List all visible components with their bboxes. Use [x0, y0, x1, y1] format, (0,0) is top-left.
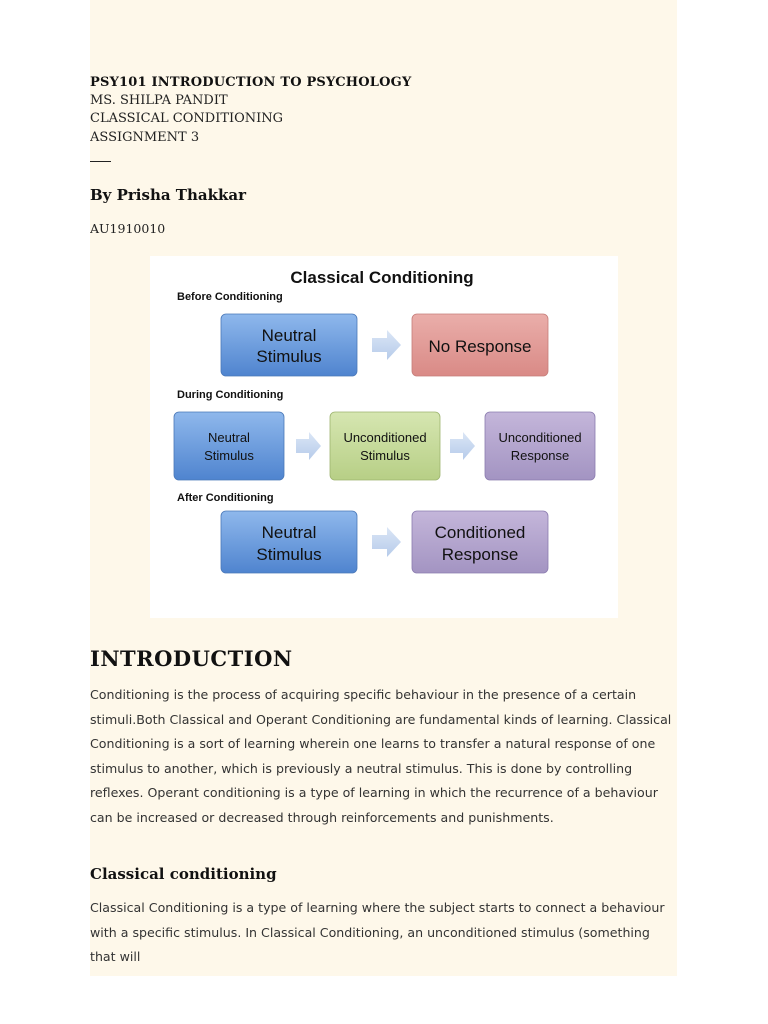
unconditioned-response-line2: Response: [510, 448, 570, 463]
author-byline: By Prisha Thakkar: [90, 186, 246, 204]
before-neutral-line2: Stimulus: [256, 347, 322, 366]
before-arrow-icon: [372, 330, 401, 360]
no-response-label: No Response: [428, 337, 532, 356]
before-neutral-stimulus-box: [221, 314, 357, 376]
during-conditioning-label: During Conditioning: [177, 389, 284, 401]
introduction-paragraph: Conditioning is the process of acquiring specific behaviour in the presence of a certain stimuli.Both Classical and Operant Conditioning are fundamental kinds of learning. Classical Conditioning is a sort of learning wherein one learns to transfer a natural response of one stimulus to another, which is previously a neutral stimulus. This is done by controlling reflexes. Operant conditioning is a type of learning in which the recurrence of a behaviour can be increased or decreased through reinforcements and punishments.: [90, 687, 672, 825]
document-page: [90, 0, 677, 976]
unconditioned-response-line1: Unconditioned: [498, 430, 582, 445]
instructor-name: MS. SHILPA PANDIT: [90, 93, 228, 108]
course-title: PSY101 INTRODUCTION TO PSYCHOLOGY: [90, 75, 412, 90]
during-arrow-2-icon: [450, 432, 475, 460]
classical-conditioning-heading: Classical conditioning: [90, 865, 277, 883]
during-arrow-1-icon: [296, 432, 321, 460]
during-neutral-line1: Neutral: [208, 430, 250, 445]
before-conditioning-label: Before Conditioning: [177, 291, 283, 303]
diagram-title: Classical Conditioning: [290, 268, 474, 287]
unconditioned-response-box: [485, 412, 595, 480]
classical-conditioning-paragraph: Classical Conditioning is a type of learning where the subject starts to connect a behaviour with a specific stimulus. In Classical Conditioning, an unconditioned stimulus (something that will: [90, 900, 665, 965]
student-id: AU1910010: [90, 221, 166, 236]
conditioned-response-line1: Conditioned: [434, 523, 526, 542]
before-neutral-line1: Neutral: [261, 326, 317, 345]
header-divider: [90, 161, 111, 162]
introduction-heading: INTRODUCTION: [90, 646, 293, 671]
topic-line: CLASSICAL CONDITIONING: [90, 111, 284, 126]
after-neutral-line1: Neutral: [261, 523, 317, 542]
conditioned-response-line2: Response: [441, 545, 519, 564]
after-arrow-icon: [372, 527, 401, 557]
assignment-line: ASSIGNMENT 3: [90, 130, 200, 145]
during-neutral-stimulus-box: [174, 412, 284, 480]
unconditioned-stimulus-box: [330, 412, 440, 480]
after-neutral-line2: Stimulus: [256, 545, 322, 564]
unconditioned-stimulus-line2: Stimulus: [360, 448, 410, 463]
classical-conditioning-diagram: [150, 256, 618, 618]
after-conditioning-label: After Conditioning: [177, 492, 274, 504]
unconditioned-stimulus-line1: Unconditioned: [343, 430, 427, 445]
during-neutral-line2: Stimulus: [204, 448, 254, 463]
